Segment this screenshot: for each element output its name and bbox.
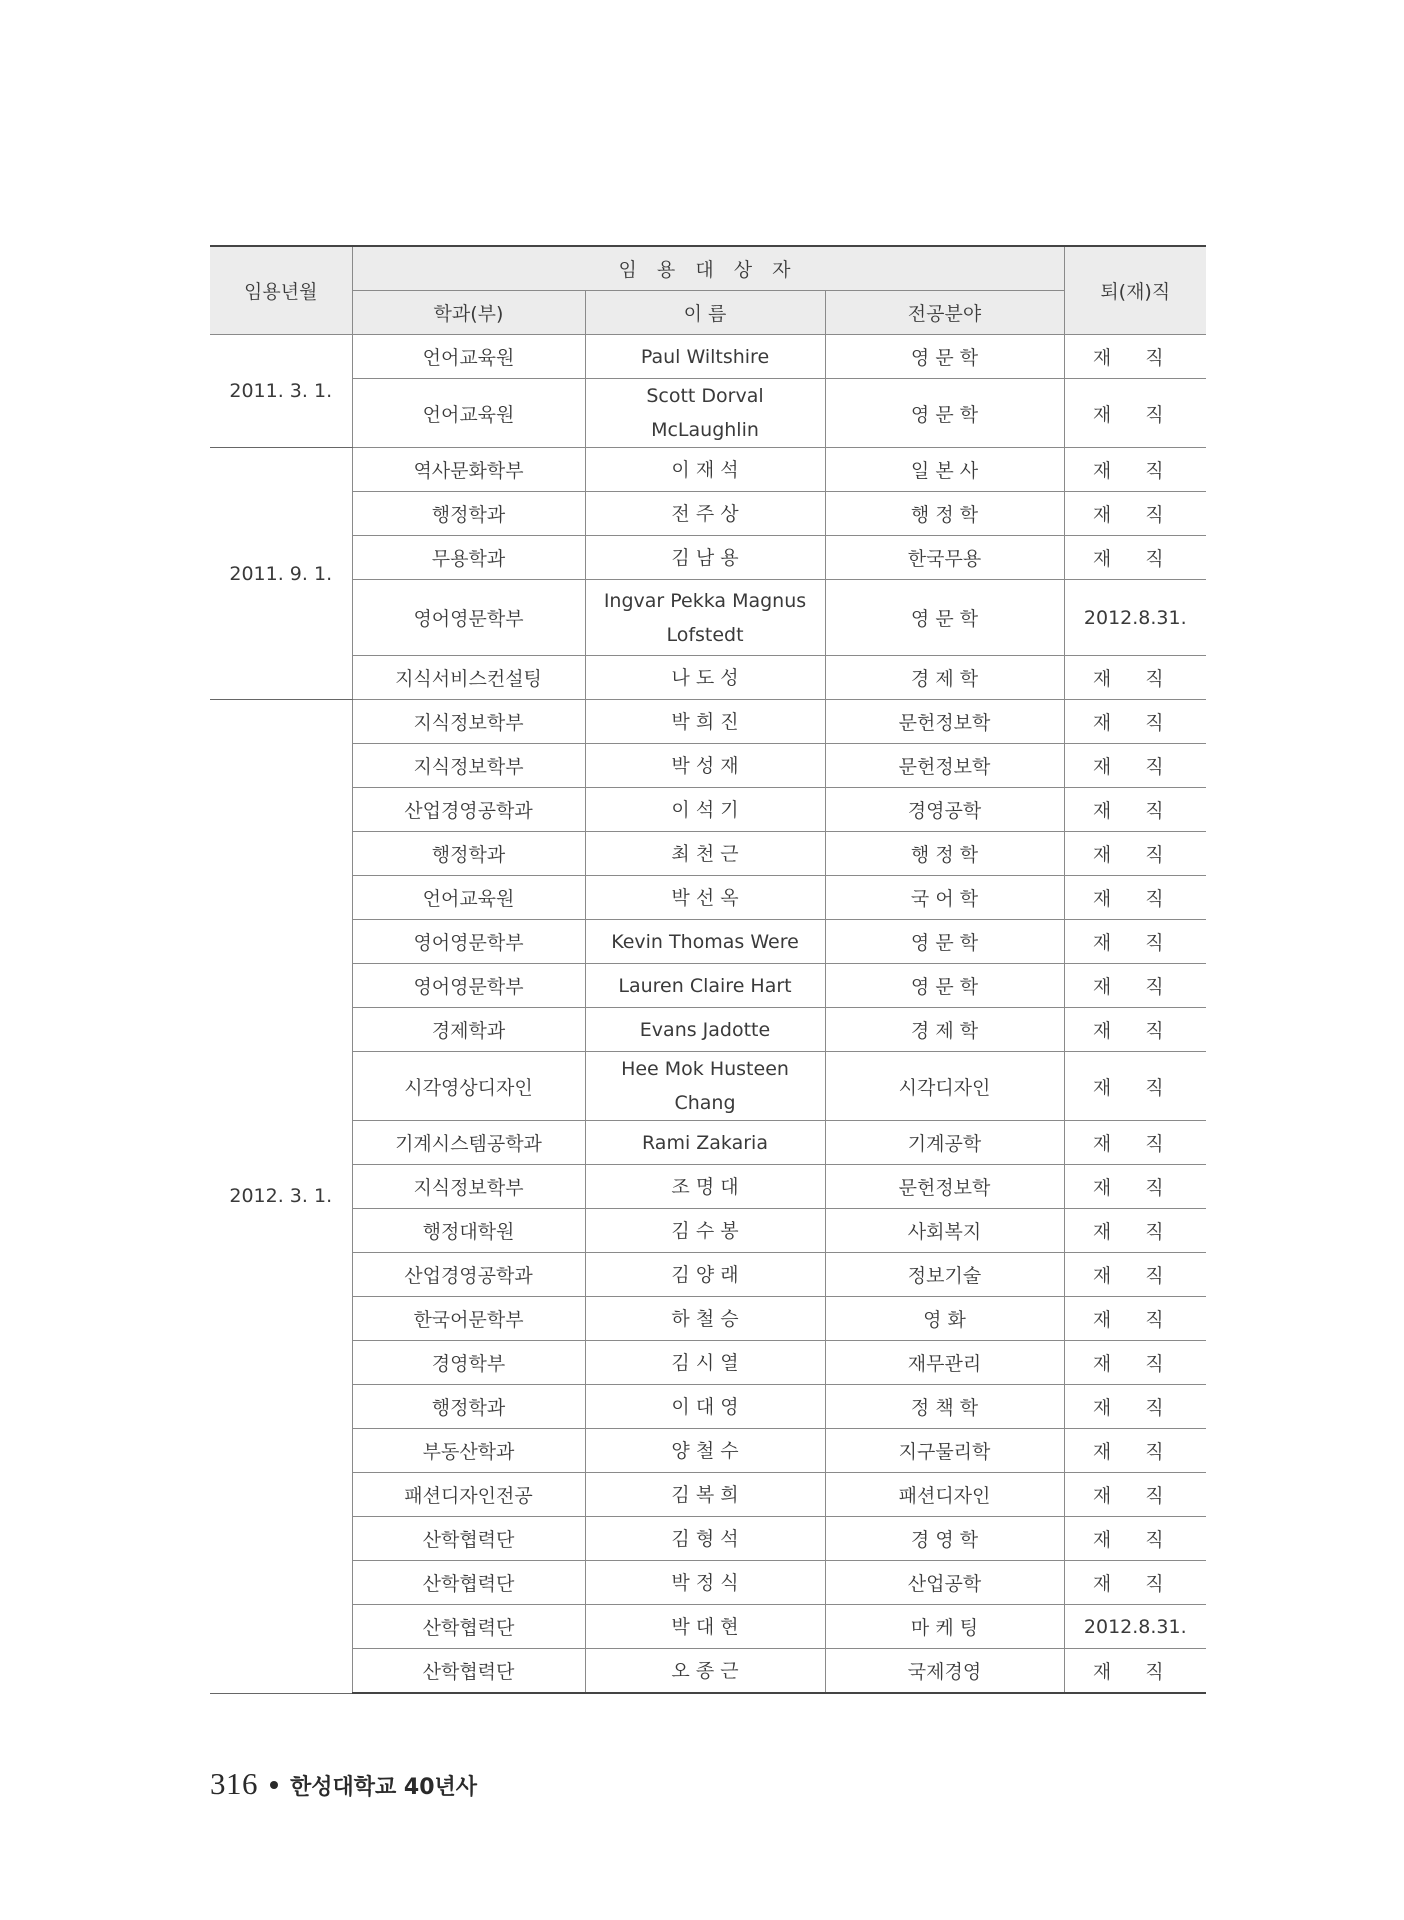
dept-cell: 언어교육원 [352,876,585,920]
table-row [210,1605,1206,1649]
table-row [210,335,1206,379]
major-cell: 재무관리 [825,1341,1064,1385]
status-cell: 재 직 [1064,1209,1206,1253]
status-cell: 재 직 [1064,920,1206,964]
status-cell: 재 직 [1064,832,1206,876]
status-cell: 재 직 [1064,1385,1206,1429]
table-row [210,1008,1206,1052]
table-row [210,580,1206,656]
table-row [210,744,1206,788]
status-cell: 재 직 [1064,876,1206,920]
name-cell: Paul Wiltshire [585,335,825,379]
table-row [210,1297,1206,1341]
table-row [210,920,1206,964]
status-cell: 재 직 [1064,788,1206,832]
dept-cell: 산학협력단 [352,1649,585,1694]
name-cell: 김 남 용 [585,536,825,580]
major-cell: 산업공학 [825,1561,1064,1605]
appointment-table-container [210,245,1206,1694]
major-cell: 시각디자인 [825,1052,1064,1121]
header-name: 이 름 [585,291,825,335]
status-cell: 재 직 [1064,1517,1206,1561]
name-cell: Lauren Claire Hart [585,964,825,1008]
table-row [210,876,1206,920]
table-row [210,1385,1206,1429]
dept-cell: 언어교육원 [352,335,585,379]
major-cell: 국제경영 [825,1649,1064,1694]
table-row [210,700,1206,744]
major-cell: 정보기술 [825,1253,1064,1297]
major-cell: 경 제 학 [825,1008,1064,1052]
major-cell: 행 정 학 [825,492,1064,536]
dept-cell: 역사문화학부 [352,448,585,492]
status-cell: 재 직 [1064,335,1206,379]
table-body [210,335,1206,1694]
status-cell: 재 직 [1064,700,1206,744]
dept-cell: 산업경영공학과 [352,788,585,832]
dept-cell: 경제학과 [352,1008,585,1052]
name-cell: 박 희 진 [585,700,825,744]
dept-cell: 지식서비스컨설팅 [352,656,585,700]
dept-cell: 행정학과 [352,832,585,876]
name-cell: 양 철 수 [585,1429,825,1473]
table-row [210,1341,1206,1385]
header-status: 퇴(재)직 [1064,246,1206,335]
status-cell: 재 직 [1064,536,1206,580]
table-row [210,964,1206,1008]
status-cell: 재 직 [1064,492,1206,536]
status-cell: 재 직 [1064,1341,1206,1385]
table-row [210,536,1206,580]
status-cell: 재 직 [1064,744,1206,788]
major-cell: 패션디자인 [825,1473,1064,1517]
major-cell: 문헌정보학 [825,700,1064,744]
header-major: 전공분야 [825,291,1064,335]
dept-cell: 시각영상디자인 [352,1052,585,1121]
name-cell: Ingvar Pekka Magnus Lofstedt [585,580,825,656]
dept-cell: 지식정보학부 [352,700,585,744]
major-cell: 행 정 학 [825,832,1064,876]
dept-cell: 행정대학원 [352,1209,585,1253]
major-cell: 영 문 학 [825,964,1064,1008]
major-cell: 한국무용 [825,536,1064,580]
name-cell: 최 천 근 [585,832,825,876]
table-row [210,788,1206,832]
major-cell: 일 본 사 [825,448,1064,492]
name-cell: 하 철 승 [585,1297,825,1341]
status-cell: 재 직 [1064,1165,1206,1209]
name-cell: 조 명 대 [585,1165,825,1209]
status-cell: 재 직 [1064,1297,1206,1341]
name-cell: Scott Dorval McLaughlin [585,379,825,448]
status-cell: 2012.8.31. [1064,580,1206,656]
table-row [210,492,1206,536]
name-cell: 오 종 근 [585,1649,825,1694]
table-row [210,1165,1206,1209]
status-cell: 재 직 [1064,1561,1206,1605]
major-cell: 경 영 학 [825,1517,1064,1561]
header-date: 임용년월 [210,246,352,335]
major-cell: 문헌정보학 [825,1165,1064,1209]
name-cell: 박 성 재 [585,744,825,788]
major-cell: 기계공학 [825,1121,1064,1165]
dept-cell: 기계시스템공학과 [352,1121,585,1165]
table-row [210,1649,1206,1694]
dept-cell: 산업경영공학과 [352,1253,585,1297]
major-cell: 영 화 [825,1297,1064,1341]
major-cell: 국 어 학 [825,876,1064,920]
major-cell: 지구물리학 [825,1429,1064,1473]
status-cell: 재 직 [1064,1473,1206,1517]
dept-cell: 산학협력단 [352,1605,585,1649]
table-row [210,1473,1206,1517]
name-cell: 나 도 성 [585,656,825,700]
status-cell: 재 직 [1064,1429,1206,1473]
status-cell: 재 직 [1064,1649,1206,1694]
dept-cell: 산학협력단 [352,1517,585,1561]
appointment-date-cell: 2012. 3. 1. [210,700,352,1694]
name-cell: 이 석 기 [585,788,825,832]
dept-cell: 영어영문학부 [352,964,585,1008]
status-cell: 재 직 [1064,1008,1206,1052]
table-row [210,1253,1206,1297]
dept-cell: 패션디자인전공 [352,1473,585,1517]
table-row [210,448,1206,492]
name-cell: 전 주 상 [585,492,825,536]
dept-cell: 지식정보학부 [352,1165,585,1209]
dept-cell: 언어교육원 [352,379,585,448]
name-cell: 이 재 석 [585,448,825,492]
name-cell: 김 복 희 [585,1473,825,1517]
appointment-date-cell: 2011. 9. 1. [210,448,352,700]
status-cell: 재 직 [1064,964,1206,1008]
status-cell: 재 직 [1064,379,1206,448]
header-appointee-group: 임 용 대 상 자 [352,246,1064,291]
name-cell: Kevin Thomas Were [585,920,825,964]
name-cell: Hee Mok Husteen Chang [585,1052,825,1121]
table-row [210,379,1206,448]
status-cell: 재 직 [1064,448,1206,492]
table-row [210,656,1206,700]
major-cell: 문헌정보학 [825,744,1064,788]
appointment-date-cell: 2011. 3. 1. [210,335,352,448]
major-cell: 영 문 학 [825,920,1064,964]
dept-cell: 부동산학과 [352,1429,585,1473]
major-cell: 영 문 학 [825,335,1064,379]
table-row [210,1209,1206,1253]
table-header [210,246,1206,335]
dept-cell: 무용학과 [352,536,585,580]
major-cell: 영 문 학 [825,379,1064,448]
name-cell: Rami Zakaria [585,1121,825,1165]
major-cell: 경영공학 [825,788,1064,832]
table-row [210,1517,1206,1561]
table-row [210,832,1206,876]
name-cell: 박 대 현 [585,1605,825,1649]
table-row [210,1561,1206,1605]
major-cell: 정 책 학 [825,1385,1064,1429]
header-dept: 학과(부) [352,291,585,335]
major-cell: 사회복지 [825,1209,1064,1253]
name-cell: Evans Jadotte [585,1008,825,1052]
name-cell: 김 양 래 [585,1253,825,1297]
book-title: 한성대학교 40년사 [290,1775,478,1800]
table-row [210,1121,1206,1165]
dept-cell: 경영학부 [352,1341,585,1385]
name-cell: 박 선 옥 [585,876,825,920]
status-cell: 재 직 [1064,1052,1206,1121]
major-cell: 마 케 팅 [825,1605,1064,1649]
dept-cell: 한국어문학부 [352,1297,585,1341]
table-row [210,1429,1206,1473]
dept-cell: 영어영문학부 [352,920,585,964]
status-cell: 재 직 [1064,1253,1206,1297]
dept-cell: 지식정보학부 [352,744,585,788]
major-cell: 경 제 학 [825,656,1064,700]
status-cell: 재 직 [1064,656,1206,700]
status-cell: 재 직 [1064,1121,1206,1165]
major-cell: 영 문 학 [825,580,1064,656]
dept-cell: 영어영문학부 [352,580,585,656]
page-footer [210,1766,477,1802]
name-cell: 김 수 봉 [585,1209,825,1253]
dept-cell: 행정학과 [352,492,585,536]
name-cell: 김 시 열 [585,1341,825,1385]
appointment-table [210,245,1206,1694]
dept-cell: 산학협력단 [352,1561,585,1605]
name-cell: 김 형 석 [585,1517,825,1561]
table-row [210,1052,1206,1121]
name-cell: 이 대 영 [585,1385,825,1429]
page-number: 316 [210,1766,258,1801]
dept-cell: 행정학과 [352,1385,585,1429]
name-cell: 박 정 식 [585,1561,825,1605]
status-cell: 2012.8.31. [1064,1605,1206,1649]
bullet-dot-icon [270,1781,278,1789]
